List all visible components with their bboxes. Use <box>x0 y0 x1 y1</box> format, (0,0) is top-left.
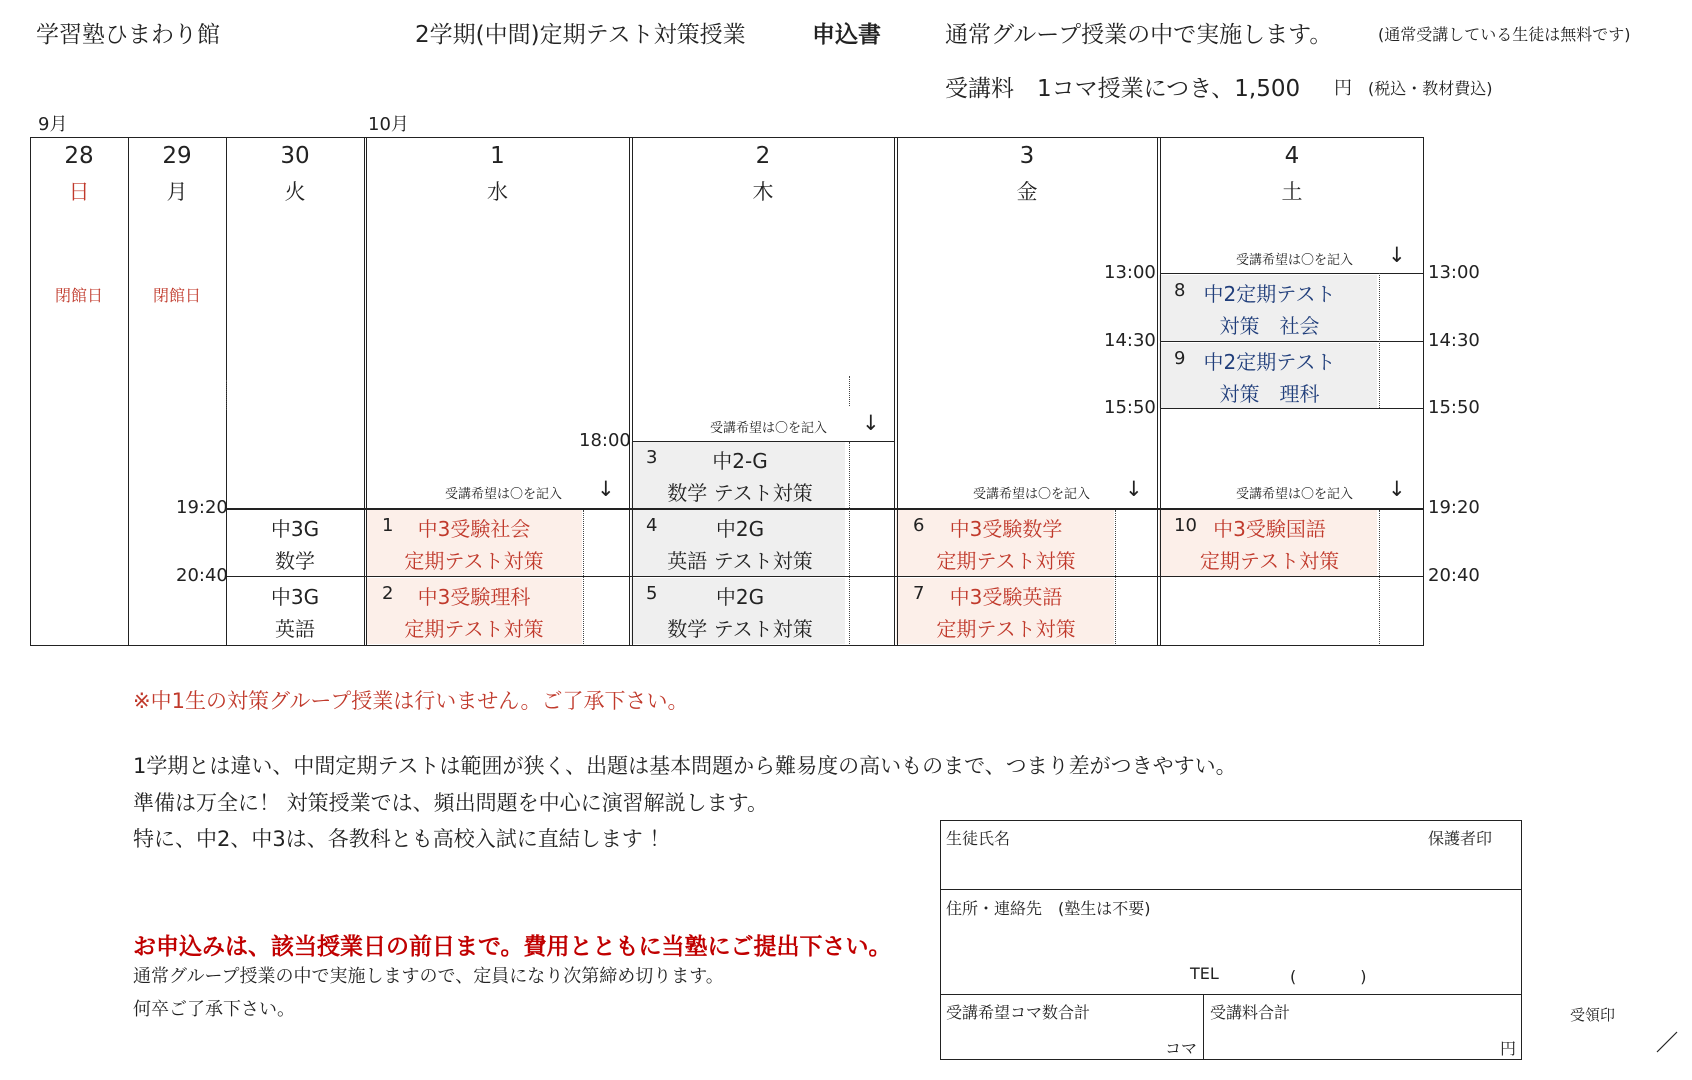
receipt-seal-label: 受領印 <box>1570 1006 1616 1024</box>
slot-subtitle: 定期テスト対策 <box>404 549 544 573</box>
day-date: 29 <box>162 143 192 169</box>
wish-label: 受講希望は〇を記入 <box>1236 487 1354 502</box>
time-label: 13:00 <box>1104 262 1156 283</box>
slot-title: 中2定期テスト <box>1203 282 1336 306</box>
tue-slot <box>226 510 364 576</box>
slot-number: 8 <box>1174 280 1186 301</box>
address-field[interactable] <box>942 918 1520 958</box>
slot-subtitle: 対策 社会 <box>1219 314 1320 338</box>
time-label: 20:40 <box>1428 565 1480 586</box>
day-weekday: 火 <box>284 180 306 204</box>
deadline-note: 通常グループ授業の中で実施しますので、定員になり次第締め切ります。 <box>133 966 724 987</box>
student-name-field[interactable] <box>942 848 1520 888</box>
tue-slot <box>226 578 364 644</box>
day-date: 4 <box>1284 143 1300 169</box>
total-fee-unit: 円 <box>1500 1039 1517 1058</box>
slot-title: 中2定期テスト <box>1203 350 1336 374</box>
slot-number: 7 <box>913 583 925 604</box>
address-label: 住所・連絡先 (塾生は不要) <box>946 899 1151 918</box>
day-weekday: 金 <box>1016 180 1038 204</box>
class-slot-5[interactable] <box>632 578 848 644</box>
month-sep: 9月 <box>38 114 68 135</box>
slot-subtitle: 英語 テスト対策 <box>667 549 813 573</box>
slot-number: 10 <box>1174 515 1197 536</box>
slot-number: 3 <box>646 447 658 468</box>
class-slot-1[interactable] <box>366 510 582 576</box>
receipt-slash-mark <box>1655 1030 1679 1054</box>
class-slot-7[interactable] <box>897 578 1115 644</box>
slot-subtitle: 定期テスト対策 <box>936 617 1076 641</box>
time-label: 15:50 <box>1104 397 1156 418</box>
slot-title: 中3受験英語 <box>949 585 1063 609</box>
slot-number: 9 <box>1174 348 1186 369</box>
slot-number: 6 <box>913 515 925 536</box>
slot-number: 5 <box>646 583 658 604</box>
class-slot-8[interactable] <box>1160 275 1379 341</box>
day-status: 閉館日 <box>54 286 103 305</box>
slot-title: 中3受験理科 <box>417 585 531 609</box>
fee-yen: 円 <box>1334 78 1352 99</box>
body-paragraph: 準備は万全に！ 対策授業では、頻出問題を中心に演習解説します。 <box>133 791 768 815</box>
time-label: 15:50 <box>1428 397 1480 418</box>
day-date: 3 <box>1019 143 1035 169</box>
school-name: 学習塾ひまわり館 <box>36 22 220 48</box>
down-arrow-icon: ↓ <box>597 477 615 501</box>
day-weekday: 土 <box>1281 180 1303 204</box>
down-arrow-icon: ↓ <box>862 411 880 435</box>
class-slot-10[interactable] <box>1160 510 1379 576</box>
day-date: 1 <box>490 143 505 169</box>
time-label: 14:30 <box>1428 330 1480 351</box>
time-label: 19:20 <box>1428 497 1480 518</box>
class-count-label: 受講希望コマ数合計 <box>946 1003 1091 1022</box>
day-date: 28 <box>64 143 94 169</box>
slot-subtitle: 定期テスト対策 <box>1199 549 1340 573</box>
total-fee-label: 受講料合計 <box>1210 1003 1291 1022</box>
page-title-bold: 申込書 <box>812 22 881 48</box>
slot-title: 中3受験国語 <box>1213 517 1326 541</box>
fee-note: (税込・教材費込) <box>1368 79 1493 98</box>
slot-subtitle: 数学 テスト対策 <box>667 481 813 505</box>
slot-subtitle: 数学 テスト対策 <box>667 617 813 641</box>
guardian-seal-label: 保護者印 <box>1428 829 1493 848</box>
slot-number: 1 <box>382 515 394 536</box>
slot-subtitle: 対策 理科 <box>1219 382 1320 406</box>
class-slot-4[interactable] <box>632 510 848 576</box>
header-note-small: (通常受講している生徒は無料です) <box>1378 25 1631 44</box>
class-count-unit: コマ <box>1165 1039 1198 1058</box>
slot-title: 中3受験社会 <box>417 517 531 541</box>
time-label: 13:00 <box>1428 262 1480 283</box>
slot-number: 2 <box>382 583 394 604</box>
slot-number: 4 <box>646 515 658 536</box>
time-label: 14:30 <box>1104 330 1156 351</box>
class-count-field[interactable] <box>942 1020 1156 1056</box>
time-label: 20:40 <box>176 565 228 586</box>
class-slot-9[interactable] <box>1160 343 1379 408</box>
day-date: 30 <box>280 143 310 169</box>
tel-field[interactable]: ( ) <box>1290 967 1367 986</box>
body-paragraph: 1学期とは違い、中間定期テストは範囲が狭く、出題は基本問題から難易度の高いものまで、つまり差がつきやすい。 <box>133 754 1237 778</box>
header-note: 通常グループ授業の中で実施します。 <box>945 22 1333 48</box>
day-weekday: 木 <box>752 180 774 204</box>
class-slot-2[interactable] <box>366 578 582 644</box>
down-arrow-icon: ↓ <box>1388 477 1406 501</box>
day-weekday: 水 <box>487 180 508 204</box>
fee-text: 受講料 1コマ授業につき、1,500 <box>945 76 1301 102</box>
time-label: 18:00 <box>579 430 631 451</box>
tue-slot-subject: 数学 <box>275 549 315 573</box>
month-oct: 10月 <box>368 114 409 135</box>
body-paragraph: 特に、中2、中3は、各教科とも高校入試に直結します ！ <box>133 827 671 851</box>
day-status: 閉館日 <box>152 286 201 305</box>
slot-title: 中2G <box>715 517 765 541</box>
slot-title: 中3受験数学 <box>949 517 1063 541</box>
day-weekday: 日 <box>68 180 90 204</box>
day-weekday: 月 <box>166 180 188 204</box>
slot-title: 中2-G <box>712 449 768 473</box>
wish-label: 受講希望は〇を記入 <box>710 421 828 436</box>
tel-label: TEL <box>1190 964 1219 983</box>
student-name-label: 生徒氏名 <box>946 829 1011 848</box>
wish-label: 受講希望は〇を記入 <box>445 487 563 502</box>
page-title: 2学期(中間)定期テスト対策授業 <box>415 22 746 48</box>
down-arrow-icon: ↓ <box>1388 243 1406 267</box>
total-fee-field[interactable] <box>1206 1020 1492 1056</box>
slot-subtitle: 定期テスト対策 <box>936 549 1076 573</box>
deadline-text: お申込みは、該当授業日の前日まで。費用とともに当塾にご提出下さい。 <box>133 934 892 960</box>
down-arrow-icon: ↓ <box>1125 477 1143 501</box>
time-label: 19:20 <box>176 497 228 518</box>
notice-text: ※中1生の対策グループ授業は行いません。ご了承下さい。 <box>133 689 689 713</box>
deadline-note: 何卒ご了承下さい。 <box>133 999 295 1020</box>
wish-label: 受講希望は〇を記入 <box>973 487 1091 502</box>
class-slot-3[interactable] <box>632 442 848 508</box>
class-slot-6[interactable] <box>897 510 1115 576</box>
slot-subtitle: 定期テスト対策 <box>404 617 544 641</box>
tue-slot-grade: 中3G <box>270 585 320 609</box>
tue-slot-grade: 中3G <box>270 517 320 541</box>
tue-slot-subject: 英語 <box>275 617 315 641</box>
slot-title: 中2G <box>715 585 765 609</box>
wish-label: 受講希望は〇を記入 <box>1236 253 1354 268</box>
day-date: 2 <box>755 143 771 169</box>
